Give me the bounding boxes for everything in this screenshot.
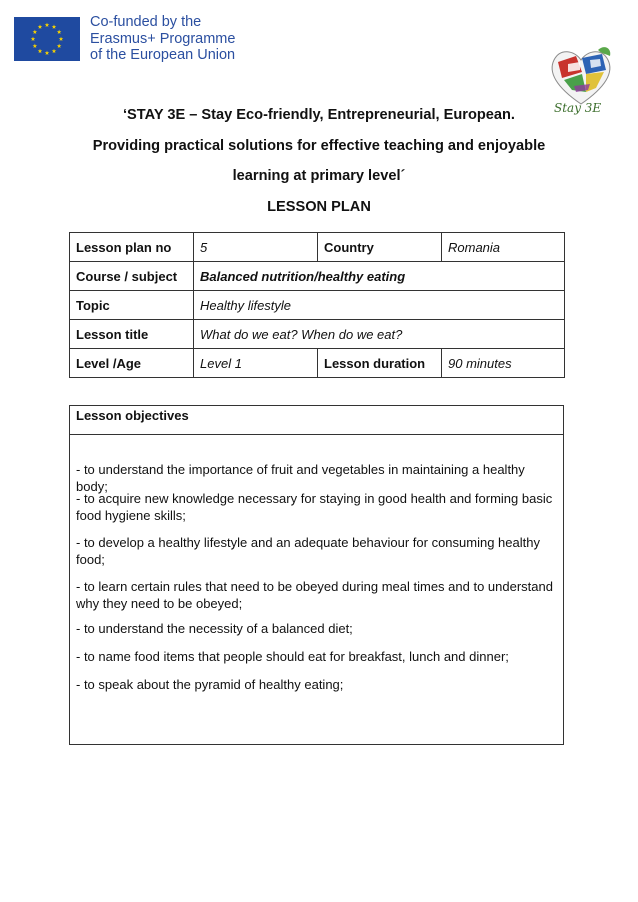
table-row: [70, 320, 565, 349]
eu-cofunded-text: [90, 14, 235, 64]
list-item: - to name food items that people should eat for breakfast, lunch and dinner;: [76, 649, 509, 664]
table-row: [70, 262, 565, 291]
level-label: Level /Age: [70, 349, 194, 378]
eu-line-1: Co-funded by the: [90, 14, 202, 30]
eu-line-2: Erasmus+ Programme: [90, 30, 236, 47]
list-item: - to learn certain rules that need to be obeyed during meal times and to understand why they need to be obeyed;: [76, 579, 553, 611]
table-row: [70, 291, 565, 320]
level-value: Level 1: [194, 349, 318, 378]
lesson-objectives-box: [69, 405, 564, 745]
title-line-1: ‘STAY 3E – Stay Eco-friendly, Entrepreneurial, European.: [123, 107, 515, 123]
eu-line-3: of the European Union: [90, 47, 236, 63]
country-value: Romania: [442, 233, 565, 262]
topic-value: Healthy lifestyle: [194, 291, 565, 320]
eu-cofunded-logo: [14, 14, 235, 64]
lesson-title-label: Lesson title: [70, 320, 194, 349]
list-item: - to understand the importance of fruit and vegetables in maintaining a healthy body;: [76, 462, 525, 494]
course-value: Balanced nutrition/healthy eating: [194, 262, 565, 291]
topic-label: Topic: [70, 291, 194, 320]
country-label: Country: [318, 233, 442, 262]
lesson-plan-no-value: 5: [194, 233, 318, 262]
list-item: - to develop a healthy lifestyle and an adequate behaviour for consuming healthy food;: [76, 535, 540, 567]
list-item: - to acquire new knowledge necessary for staying in good health and forming basic food hygiene skills;: [76, 491, 553, 523]
stay-logo-text: Stay 3E: [554, 101, 602, 115]
title-line-2: Providing practical solutions for effective teaching and enjoyable: [92, 138, 546, 154]
title-lesson-plan: LESSON PLAN: [267, 199, 371, 215]
lesson-title-value: What do we eat? When do we eat?: [194, 320, 565, 349]
duration-value: 90 minutes: [442, 349, 565, 378]
lesson-plan-table: [69, 232, 565, 378]
list-item: - to speak about the pyramid of healthy eating;: [76, 677, 344, 692]
lesson-objectives-heading: Lesson objectives: [70, 406, 563, 435]
lesson-plan-no-label: Lesson plan no: [70, 233, 194, 262]
table-row: [70, 233, 565, 262]
eu-flag-icon: [14, 17, 80, 61]
title-line-3: learning at primary level´: [232, 168, 406, 184]
duration-label: Lesson duration: [318, 349, 442, 378]
stay-3e-heart-logo: [546, 42, 616, 116]
course-label: Course / subject: [70, 262, 194, 291]
table-row: [70, 349, 565, 378]
list-item: - to understand the necessity of a balanced diet;: [76, 621, 353, 636]
